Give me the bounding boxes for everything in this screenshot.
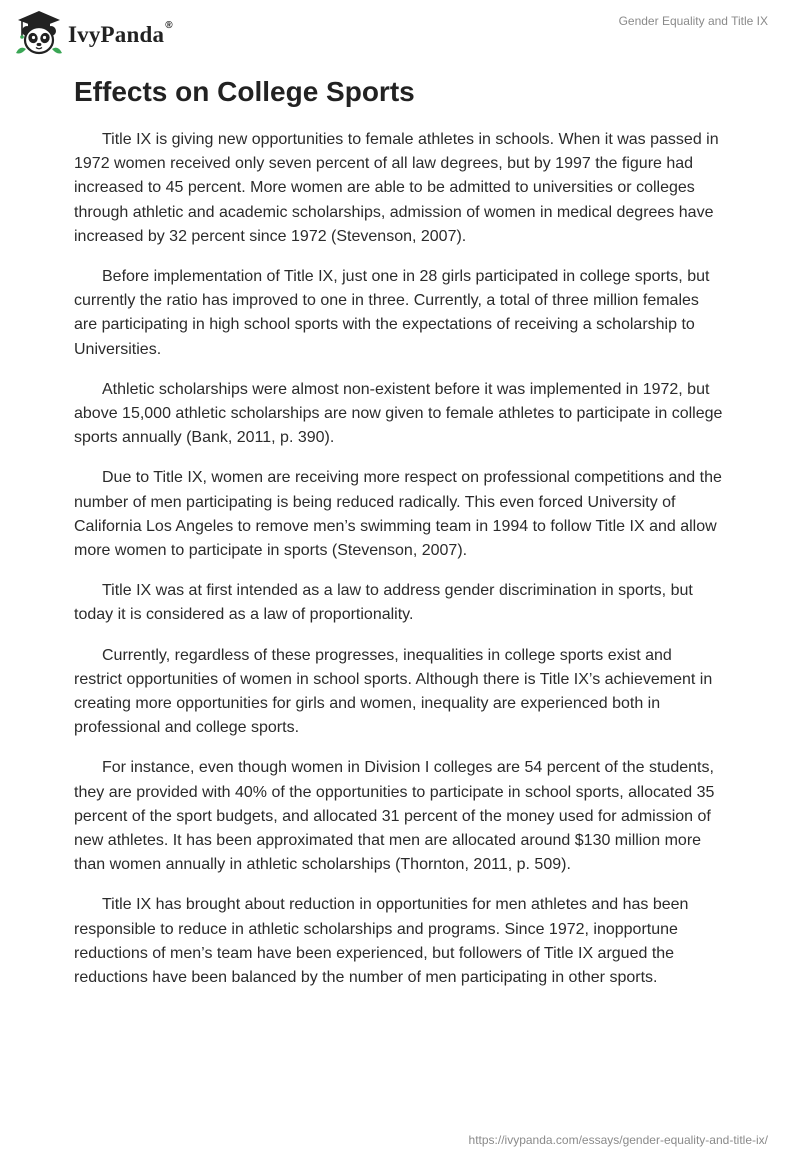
registered-mark: ® xyxy=(165,20,173,31)
paragraph-2: Before implementation of Title IX, just one in 28 girls participated in college sports, but currently the ratio has improved to one in three. Currently, a total of three million females are participating in high school sports with the expectations of receiving a scholarship to Universities. xyxy=(74,268,710,358)
ivypanda-logo[interactable] xyxy=(14,9,173,57)
running-title: Gender Equality and Title IX xyxy=(618,14,768,28)
source-url-link[interactable]: https://ivypanda.com/essays/gender-equality-and-title-ix/ xyxy=(468,1133,768,1147)
logo-wordmark: IvyPanda® xyxy=(68,20,173,47)
paragraph-4: Due to Title IX, women are receiving more respect on professional competitions and the number of men participating is being reduced radically. This even forced University of California Los Angeles to remove men’s swimming team in 1994 to follow Title IX and allow more women to participate in sports (Stevenson, 2007). xyxy=(74,469,722,560)
article-body xyxy=(74,74,724,1006)
panda-graduate-logo-icon xyxy=(14,9,64,57)
paragraph-3: Athletic scholarships were almost non-existent before it was implemented in 1972, but above 15,000 athletic scholarships are now given to female athletes to participate in college sports annually (Bank, 2011, p. 390). xyxy=(74,380,723,447)
page-header xyxy=(0,0,800,70)
paragraph-1: Title IX is giving new opportunities to female athletes in schools. When it was passed in 1972 women received only seven percent of all law degrees, but by 1997 the figure had increased to 45 percent. More women are able to be admitted to universities or colleges through athletic and academic scholarships, admission of women in medical degrees have increased by 32 percent since 1972 (Stevenson, 2007). xyxy=(74,131,719,245)
paragraph-6: Currently, regardless of these progresses, inequalities in college sports exist and restrict opportunities of women in school sports. Although there is Title IX’s achievement in creating more opportunities for girls and women, inequality are experienced both in professional and college sports. xyxy=(74,646,713,737)
section-heading: Effects on College Sports xyxy=(74,76,415,107)
paragraph-5: Title IX was at first intended as a law to address gender discrimination in sports, but today it is considered as a law of proportionality. xyxy=(74,582,693,624)
paragraph-8: Title IX has brought about reduction in opportunities for men athletes and has been responsible to reduce in athletic scholarships and programs. Since 1972, inopportune reductions of men’s team have been experienced, but followers of Title IX argued the reductions have been balanced by the number of men participating in other sports. xyxy=(74,896,689,987)
paragraph-7: For instance, even though women in Division I colleges are 54 percent of the students, they are provided with 40% of the opportunities to participate in school sports, allocated 35 percent of the sport budgets, and allocated 31 percent of the money used for admission of new athletes. It has been approximated that men are allocated around $130 million more than women annually in athletic scholarships (Thornton, 2011, p. 509). xyxy=(74,759,715,874)
